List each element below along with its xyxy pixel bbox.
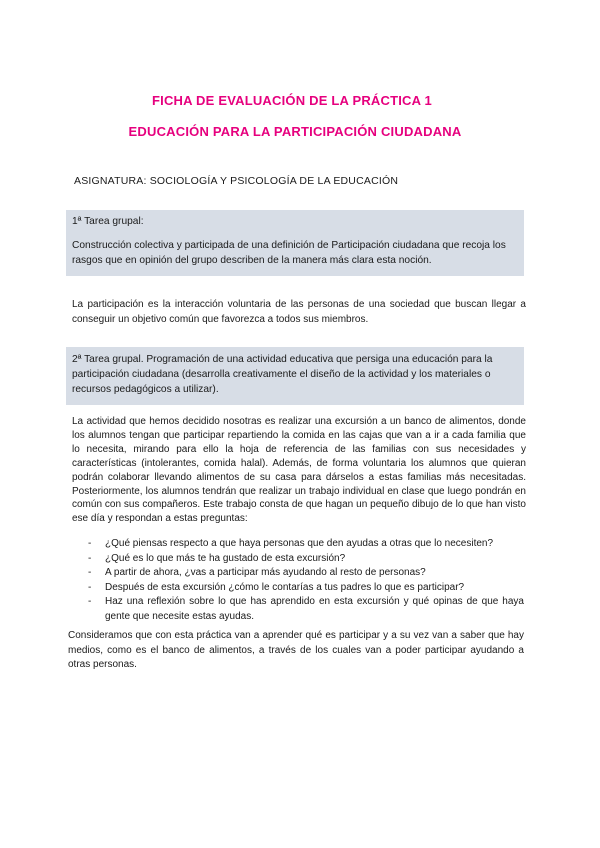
conclusion-paragraph: Consideramos que con esta práctica van a aprender qué es participar y a su vez van a saber que hay medios, como es el banco de alimentos, a través de los cuales van a poder participar ayudando a otras personas.	[68, 630, 524, 670]
bullet-dash: -	[88, 552, 92, 564]
question-text: A partir de ahora, ¿vas a participar más ayudando al resto de personas?	[105, 567, 426, 578]
bullet-dash: -	[88, 538, 92, 549]
subject-line: ASIGNATURA: SOCIOLOGÍA Y PSICOLOGÍA DE LA EDUCACIÓN	[74, 175, 399, 187]
answer2-paragraph: La actividad que hemos decidido nosotras es realizar una excursión a un banco de alimentos, donde los alumnos tengan que participar repartiendo la comida en las cajas que van a ir a cada familia que lo necesita, mirando para ello la hoja de referencia de las familias con sus necesidades y características (intolerantes, comida halal). Además, de forma voluntaria los alumnos que quieran podrán colaborar llevando alimentos de su casa para dárselos a estas familias más necesitadas. Posteriormente, los alumnos tendrán que realizar un trabajo individual en clase que luego pondrán en común con sus compañeros. Este trabajo consta de que hagan un pequeño dibujo de lo que han visto ese día y respondan a estas preguntas:	[72, 416, 526, 525]
list-item	[88, 552, 524, 567]
question-text: ¿Qué piensas respecto a que haya personas que den ayudas a otras que lo necesiten?	[105, 538, 494, 549]
questions-list	[88, 537, 524, 624]
answer1-paragraph: La participación es la interacción voluntaria de las personas de una sociedad que buscan llegar a conseguir un objetivo común que favorezca a todos sus miembros.	[72, 299, 526, 325]
task2-text: 2ª Tarea grupal. Programación de una actividad educativa que persiga una educación para la participación ciudadana (desarrolla creativamente el diseño de la actividad y los materiales o recursos pedagógicos a utilizar).	[72, 354, 493, 395]
list-item	[88, 595, 524, 624]
question-text: Haz una reflexión sobre lo que has aprendido en esta excursión y qué opinas de que haya gente que necesite estas ayudas.	[105, 596, 524, 622]
bullet-dash: -	[88, 567, 92, 578]
list-item	[88, 581, 524, 596]
task2-box	[66, 347, 524, 405]
bullet-dash: -	[88, 596, 92, 607]
document-subtitle: EDUCACIÓN PARA LA PARTICIPACIÓN CIUDADANA	[128, 124, 462, 139]
question-text: Después de esta excursión ¿cómo le contarías a tus padres lo que es participar?	[105, 581, 465, 593]
document-title: FICHA DE EVALUACIÓN DE LA PRÁCTICA 1	[152, 93, 432, 108]
task1-box	[66, 210, 524, 276]
task1-label: 1ª Tarea grupal:	[72, 216, 144, 227]
question-text: ¿Qué es lo que más te ha gustado de esta excursión?	[105, 552, 346, 564]
list-item	[88, 566, 524, 581]
bullet-dash: -	[88, 581, 92, 593]
list-item	[88, 537, 524, 552]
task1-text: Construcción colectiva y participada de una definición de Participación ciudadana que recoja los rasgos que en opinión del grupo describen de la manera más clara esta noción.	[72, 240, 506, 266]
